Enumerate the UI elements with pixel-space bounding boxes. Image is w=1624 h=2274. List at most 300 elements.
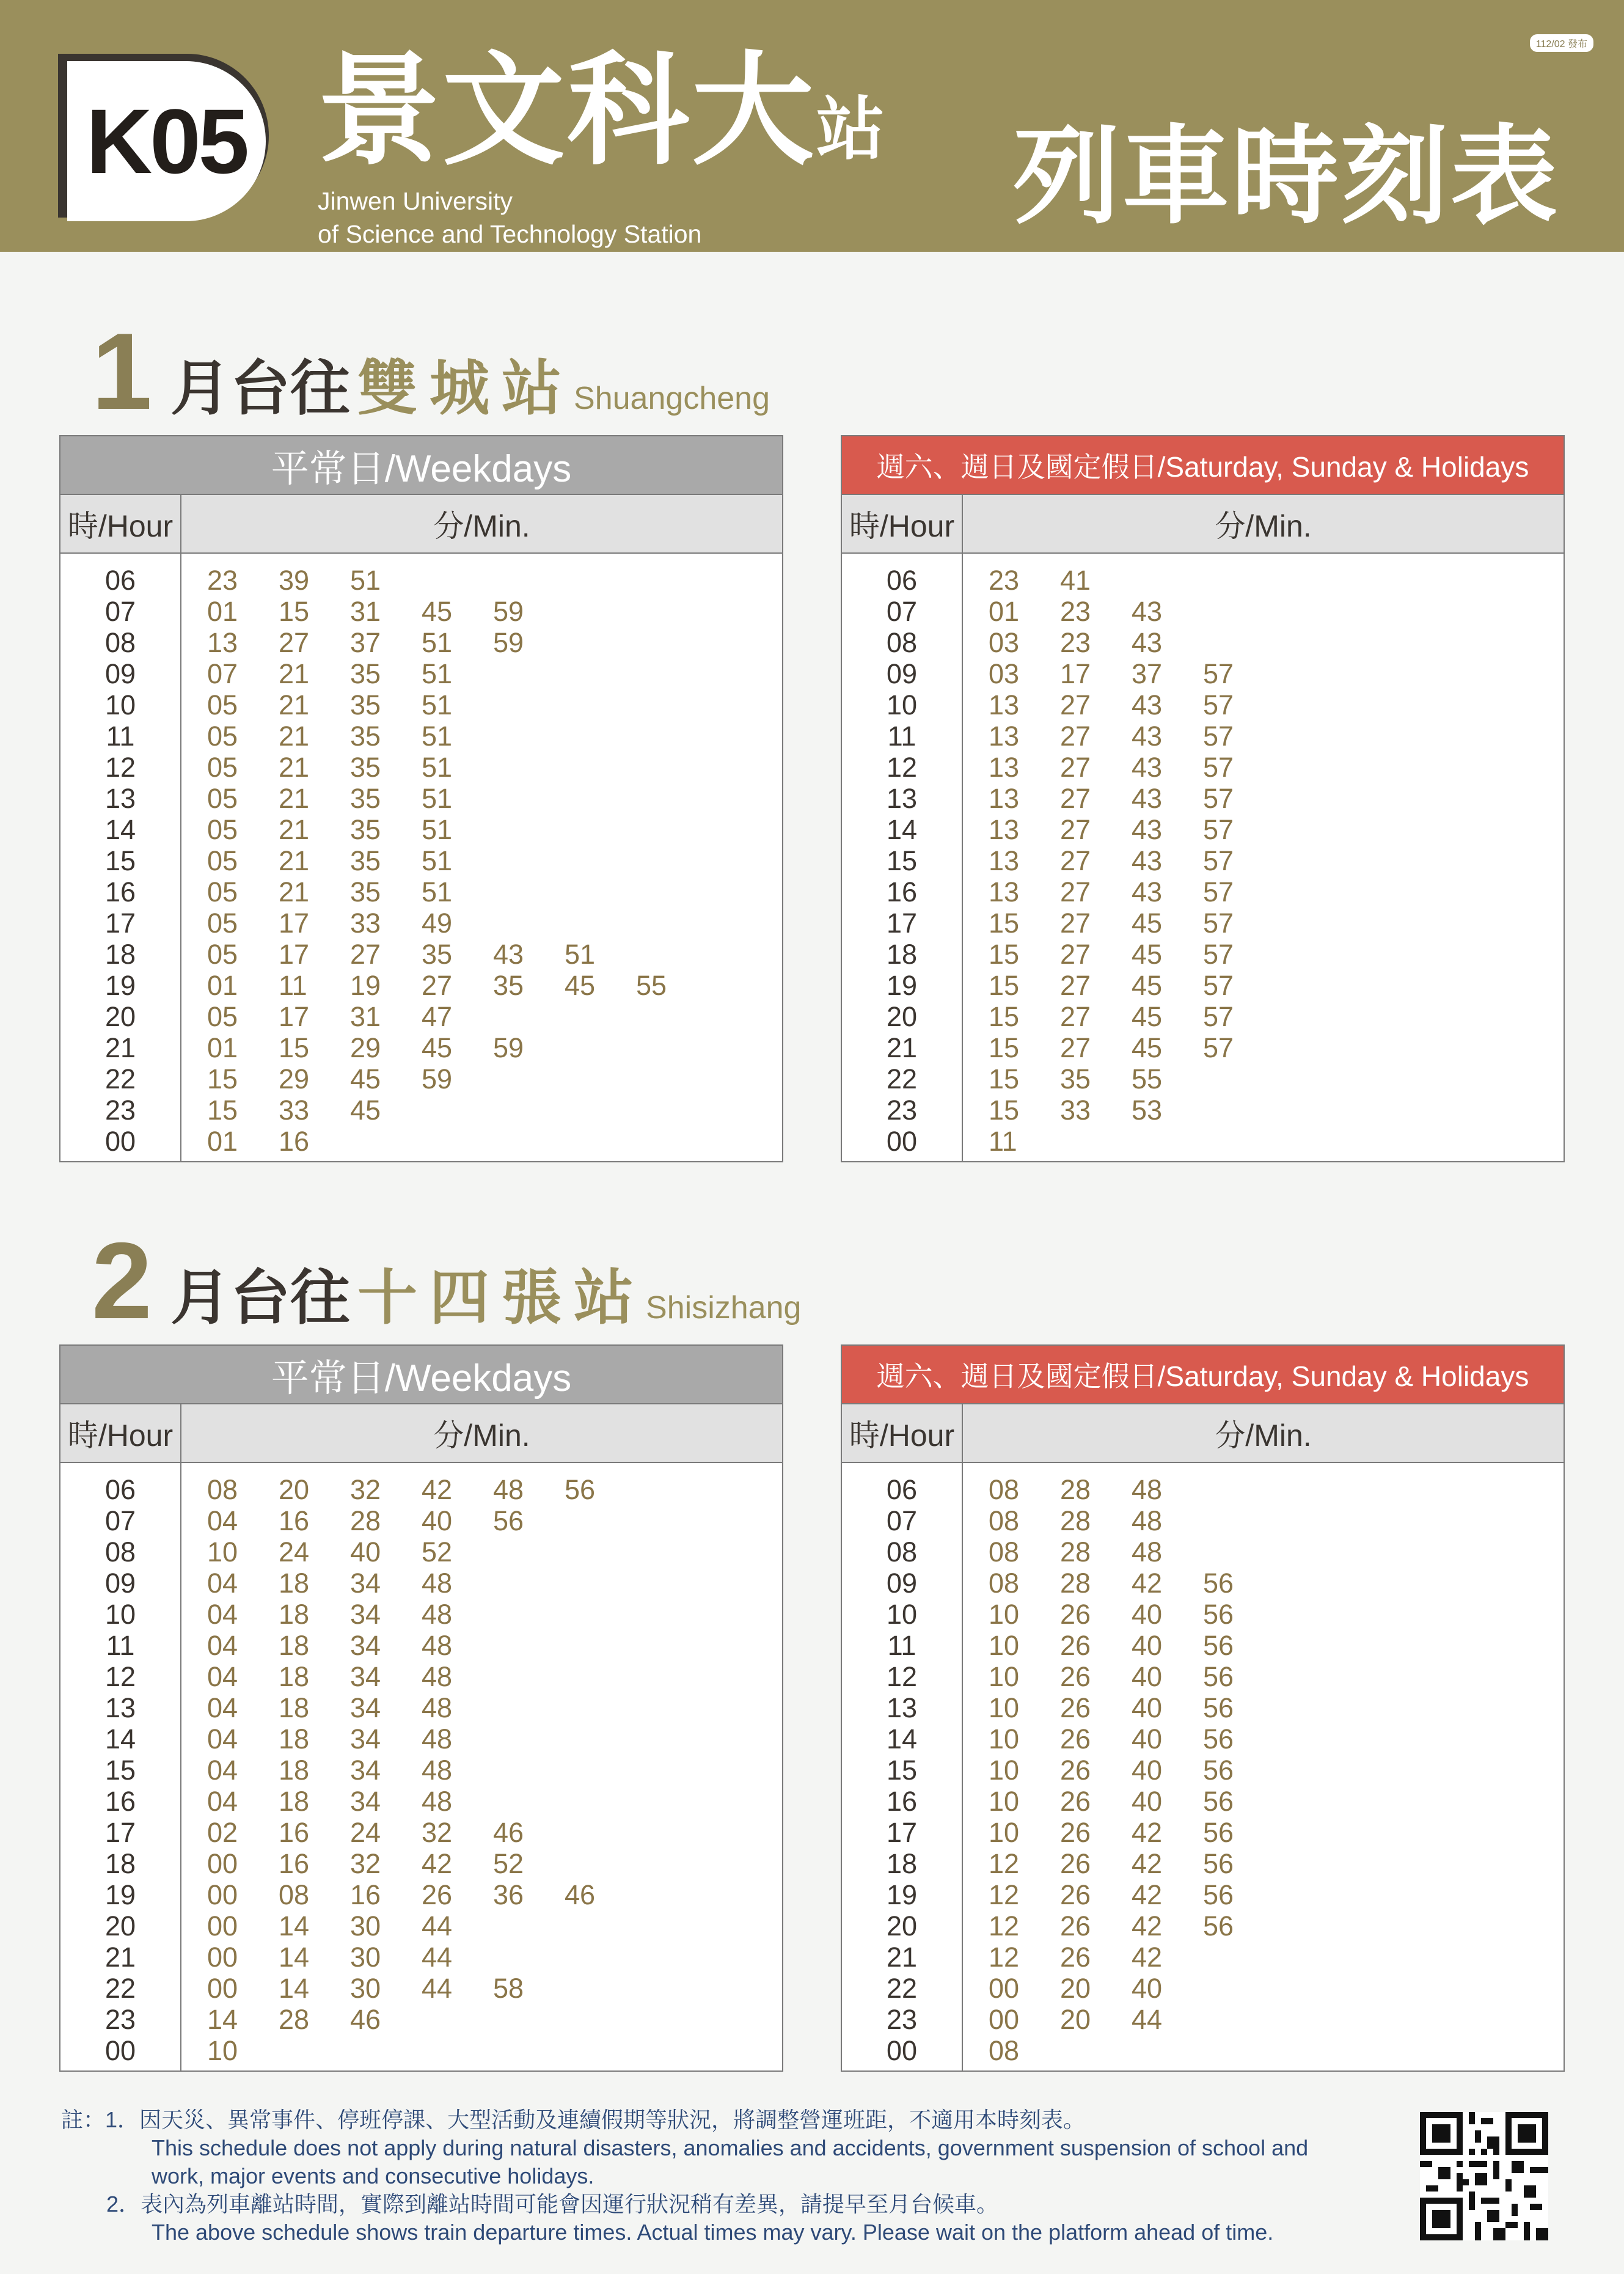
minute-value: 08 [989,1536,1020,1568]
minute-value: 44 [422,1910,453,1942]
note-1 [61,2106,1405,2134]
minute-value: 26 [1060,1817,1091,1848]
minute-value: 56 [1203,1817,1234,1848]
minute-value: 31 [350,1001,381,1032]
minutes-cell [180,814,493,845]
minute-value: 28 [279,2004,310,2035]
minute-value: 56 [1203,1630,1234,1661]
hour-cell: 13 [886,783,918,814]
minute-value: 28 [1060,1505,1091,1536]
minutes-cell [180,1001,493,1032]
hour-cell: 15 [886,1755,918,1786]
minute-value: 27 [279,627,310,658]
minute-value: 28 [1060,1474,1091,1505]
minute-value: 33 [1060,1095,1091,1126]
minute-value: 04 [207,1568,238,1599]
minute-value: 34 [350,1723,381,1755]
minute-value: 04 [207,1755,238,1786]
hour-cell: 20 [104,1910,136,1942]
minute-value: 10 [207,2035,238,2066]
hour-cell: 13 [886,1692,918,1723]
minute-value: 26 [1060,1786,1091,1817]
minute-value: 17 [279,908,310,939]
note-zh: 表內為列車離站時間，實際到離站時間可能會因運行狀況稍有差異，請提早至月台候車。 [141,2191,999,2217]
hour-cell: 14 [886,1723,918,1755]
timetable-p1-weekday [59,435,783,1162]
minute-value: 15 [279,596,310,627]
hour-cell: 00 [886,2035,918,2066]
minute-value: 14 [279,1942,310,1973]
minute-value: 14 [207,2004,238,2035]
minute-value: 05 [207,721,238,752]
hour-cell: 10 [104,689,136,721]
minute-value: 34 [350,1786,381,1817]
minute-value: 26 [1060,1723,1091,1755]
hour-cell: 07 [886,596,918,627]
schedule-row [60,908,708,939]
minute-value: 42 [1132,1879,1163,1910]
minute-value: 16 [279,1848,310,1879]
schedule-row [842,814,1275,845]
minutes-cell [180,939,636,970]
minute-value: 27 [1060,908,1091,939]
minute-value: 21 [279,783,310,814]
minute-value: 27 [1060,783,1091,814]
minute-value: 57 [1203,721,1234,752]
minute-value: 37 [1132,658,1163,689]
minute-value: 02 [207,1817,238,1848]
minute-value: 43 [1132,876,1163,908]
hour-cell: 22 [886,1063,918,1095]
hour-cell: 17 [104,908,136,939]
note-1-en-line2: work, major events and consecutive holidays. [152,2163,594,2188]
minutes-cell [180,1910,493,1942]
minute-value: 27 [1060,1032,1091,1063]
schedule-row [842,2004,1275,2035]
minutes-cell [962,1786,1275,1817]
hour-cell: 08 [104,1536,136,1568]
minutes-cell [180,1536,493,1568]
schedule-row [60,1910,636,1942]
schedule-row [60,1973,636,2004]
minutes-cell [962,1817,1275,1848]
hour-cell: 16 [104,1786,136,1817]
minute-value: 05 [207,845,238,876]
schedule-row [842,908,1275,939]
hour-cell: 10 [886,689,918,721]
minute-value: 39 [279,565,310,596]
minute-value: 14 [279,1973,310,2004]
minute-value: 35 [350,845,381,876]
header-banner [0,0,1624,252]
minute-value: 35 [493,970,524,1001]
minute-value: 59 [422,1063,453,1095]
hour-cell: 06 [104,565,136,596]
minute-value: 13 [989,721,1020,752]
minute-value: 35 [350,783,381,814]
minute-value: 24 [279,1536,310,1568]
minute-value: 28 [1060,1536,1091,1568]
minutes-cell [180,689,493,721]
minutes-cell [180,1942,493,1973]
note-zh: 因天災、異常事件、停班停課、大型活動及連續假期等狀況，將調整營運班距，不適用本時刻表。 [139,2107,1086,2132]
minute-value: 26 [1060,1630,1091,1661]
minutes-cell [180,1032,565,1063]
minute-value: 45 [422,596,453,627]
hour-cell: 18 [104,1848,136,1879]
hour-cell: 00 [886,1126,918,1157]
minute-value: 01 [989,596,1020,627]
minutes-cell [962,721,1275,752]
minutes-cell [180,565,422,596]
minute-value: 51 [422,627,453,658]
minute-value: 13 [989,876,1020,908]
minute-value: 40 [1132,1723,1163,1755]
hour-cell: 20 [104,1001,136,1032]
schedule-row [60,814,708,845]
platform-number: 2 [92,1220,152,1341]
hour-cell: 23 [104,2004,136,2035]
minute-value: 08 [989,1568,1020,1599]
table-body [842,552,1564,1161]
schedule-row [842,1001,1275,1032]
minute-value: 57 [1203,658,1234,689]
hour-cell: 18 [886,939,918,970]
schedule-row [60,1817,636,1848]
minutes-cell [962,1942,1203,1973]
minutes-cell [962,1474,1203,1505]
schedule-row [842,1910,1275,1942]
minutes-cell [962,970,1275,1001]
note-2-en-line1: The above schedule shows train departure times. Actual times may vary. Please wait on the platform ahead of time. [152,2220,1274,2245]
minutes-cell [962,689,1275,721]
minute-value: 29 [350,1032,381,1063]
minutes-cell [180,752,493,783]
destination-station: 雙城站 [357,354,574,422]
hour-cell: 07 [104,1505,136,1536]
hour-cell: 19 [104,1879,136,1910]
schedule-row [842,627,1275,658]
minute-value: 04 [207,1505,238,1536]
minute-value: 52 [493,1848,524,1879]
station-name-en-line1: Jinwen University [318,187,513,215]
schedule-row [842,1786,1275,1817]
hour-cell: 08 [886,627,918,658]
hour-cell: 16 [104,876,136,908]
table-body [842,1462,1564,2070]
footnotes [61,2106,1405,2246]
minute-value: 46 [350,2004,381,2035]
minute-value: 35 [422,939,453,970]
minute-value: 00 [207,1879,238,1910]
minute-value: 27 [350,939,381,970]
hour-cell: 21 [104,1032,136,1063]
minute-value: 43 [1132,627,1163,658]
minute-value: 15 [279,1032,310,1063]
minute-value: 30 [350,1910,381,1942]
minute-value: 00 [207,1942,238,1973]
minutes-cell [180,1505,565,1536]
minute-value: 57 [1203,1032,1234,1063]
minute-value: 27 [1060,721,1091,752]
hour-cell: 09 [104,1568,136,1599]
minutes-cell [962,1848,1275,1879]
minute-value: 18 [279,1723,310,1755]
minute-value: 26 [1060,1879,1091,1910]
minute-value: 51 [422,689,453,721]
platform-number: 1 [92,310,152,432]
minute-value: 13 [989,814,1020,845]
minute-value: 49 [422,908,453,939]
minute-value: 10 [989,1599,1020,1630]
minute-value: 26 [1060,1599,1091,1630]
minute-value: 48 [1132,1536,1163,1568]
minute-value: 05 [207,689,238,721]
schedule-row [60,1755,636,1786]
schedule-row [60,845,708,876]
minutes-cell [180,1692,493,1723]
minute-value: 27 [422,970,453,1001]
minute-value: 40 [350,1536,381,1568]
table-title: 平常日/Weekdays [60,1346,782,1403]
schedule-row [842,565,1275,596]
minutes-cell [962,1095,1203,1126]
minute-value: 59 [493,596,524,627]
minutes-cell [180,876,493,908]
minute-value: 57 [1203,814,1234,845]
minute-value: 48 [1132,1505,1163,1536]
minute-value: 56 [1203,1910,1234,1942]
minute-value: 46 [565,1879,596,1910]
minutes-cell [962,1599,1275,1630]
minute-value: 51 [422,658,453,689]
hour-cell: 17 [886,1817,918,1848]
minutes-cell [962,1879,1275,1910]
minute-value: 05 [207,876,238,908]
schedule-row [842,1126,1275,1157]
minute-value: 34 [350,1692,381,1723]
minute-value: 42 [422,1474,453,1505]
minute-value: 01 [207,596,238,627]
hour-cell: 19 [104,970,136,1001]
minute-value: 41 [1060,565,1091,596]
station-name-suffix: 站 [816,91,888,167]
hour-cell: 23 [886,1095,918,1126]
minutes-cell [180,1786,493,1817]
minute-value: 26 [1060,1755,1091,1786]
table-body [60,552,782,1161]
minute-value: 35 [350,658,381,689]
hour-cell: 13 [104,1692,136,1723]
station-name-en [318,185,701,251]
minute-value: 59 [493,627,524,658]
column-headers [60,1403,782,1463]
minute-value: 57 [1203,1001,1234,1032]
minute-value: 10 [989,1692,1020,1723]
minute-value: 56 [1203,1755,1234,1786]
hour-cell: 22 [104,1063,136,1095]
minute-value: 08 [989,1505,1020,1536]
schedule-row [60,1661,636,1692]
schedule-row [842,1095,1275,1126]
minutes-cell [180,658,493,689]
minute-value: 26 [1060,1942,1091,1973]
minutes-cell [180,1973,565,2004]
minute-value: 57 [1203,970,1234,1001]
minute-value: 42 [1132,1848,1163,1879]
platform-1-heading [92,309,770,434]
hour-cell: 00 [104,1126,136,1157]
station-code-badge: K05 [67,61,266,221]
table-title: 週六、週日及國定假日/Saturday, Sunday & Holidays [842,1346,1564,1403]
minute-value: 44 [1132,2004,1163,2035]
hour-cell: 18 [104,939,136,970]
schedule-row [842,1630,1275,1661]
minute-value: 43 [1132,752,1163,783]
minutes-cell [180,1848,565,1879]
minute-value: 21 [279,658,310,689]
minute-value: 48 [422,1630,453,1661]
minute-value: 21 [279,752,310,783]
schedule-row [842,1568,1275,1599]
minute-value: 21 [279,876,310,908]
note-number: 2． [106,2191,141,2217]
minute-header: 分/Min. [1215,509,1312,543]
hour-cell: 20 [886,1910,918,1942]
schedule-rows [60,1474,636,2066]
hour-cell: 13 [104,783,136,814]
minutes-cell [962,939,1275,970]
table-title: 週六、週日及國定假日/Saturday, Sunday & Holidays [842,436,1564,494]
hour-cell: 06 [886,565,918,596]
minute-value: 57 [1203,689,1234,721]
minute-value: 47 [422,1001,453,1032]
minute-value: 52 [422,1536,453,1568]
minute-value: 42 [1132,1817,1163,1848]
minute-value: 15 [989,939,1020,970]
hour-cell: 11 [887,721,916,752]
minute-value: 42 [1132,1568,1163,1599]
minute-value: 51 [422,876,453,908]
minutes-cell [180,2035,279,2066]
schedule-row [842,1474,1275,1505]
schedule-row [60,1630,636,1661]
minute-value: 56 [1203,1599,1234,1630]
minute-value: 13 [207,627,238,658]
minute-value: 00 [989,2004,1020,2035]
timetable-title: 列車時刻表 [1013,117,1560,237]
minute-value: 23 [1060,596,1091,627]
minute-value: 26 [1060,1910,1091,1942]
schedule-row [60,721,708,752]
minutes-cell [180,1474,636,1505]
minute-value: 05 [207,939,238,970]
hour-cell: 14 [886,814,918,845]
minute-value: 56 [1203,1692,1234,1723]
minute-value: 23 [207,565,238,596]
hour-cell: 12 [886,752,918,783]
minutes-cell [962,1001,1275,1032]
minute-value: 34 [350,1630,381,1661]
minute-value: 12 [989,1848,1020,1879]
schedule-row [60,1063,708,1095]
minute-value: 48 [493,1474,524,1505]
minutes-cell [962,2035,1060,2066]
minute-value: 45 [350,1095,381,1126]
platform-direction: 月台往 [170,354,351,422]
note-2 [61,2190,1405,2218]
qr-code-icon [1420,2112,1548,2240]
minute-value: 17 [279,939,310,970]
minute-value: 45 [350,1063,381,1095]
schedule-row [842,1536,1275,1568]
minutes-cell [962,1973,1203,2004]
minutes-cell [180,1599,493,1630]
minute-value: 00 [989,1973,1020,2004]
minute-value: 16 [279,1505,310,1536]
hour-cell: 15 [104,1755,136,1786]
schedule-row [60,1536,636,1568]
minute-value: 12 [989,1879,1020,1910]
minute-value: 27 [1060,845,1091,876]
minutes-cell [962,658,1275,689]
schedule-row [60,1505,636,1536]
minute-value: 57 [1203,752,1234,783]
hour-cell: 21 [886,1032,918,1063]
minute-value: 13 [989,752,1020,783]
hour-cell: 12 [886,1661,918,1692]
minute-value: 44 [422,1942,453,1973]
schedule-row [60,1879,636,1910]
minute-value: 17 [1060,658,1091,689]
minute-value: 27 [1060,876,1091,908]
qr-code[interactable] [1420,2112,1548,2240]
minute-value: 21 [279,721,310,752]
minutes-cell [962,1661,1275,1692]
minute-header: 分/Min. [1215,1418,1312,1453]
minutes-cell [180,970,708,1001]
timetable-p2-weekday [59,1344,783,2072]
minutes-cell [962,1723,1275,1755]
minute-value: 08 [279,1879,310,1910]
minute-value: 37 [350,627,381,658]
minutes-cell [962,627,1203,658]
minute-value: 15 [207,1095,238,1126]
schedule-row [60,1848,636,1879]
minute-value: 34 [350,1661,381,1692]
minutes-cell [180,783,493,814]
schedule-row [60,1001,708,1032]
minute-value: 40 [422,1505,453,1536]
minute-value: 56 [493,1505,524,1536]
minute-value: 16 [279,1126,310,1157]
minute-value: 04 [207,1723,238,1755]
hour-cell: 16 [886,1786,918,1817]
minute-value: 43 [1132,721,1163,752]
minutes-cell [180,1568,493,1599]
minute-value: 45 [422,1032,453,1063]
minute-value: 13 [989,783,1020,814]
minutes-cell [962,1692,1275,1723]
minute-value: 30 [350,1942,381,1973]
schedule-row [842,783,1275,814]
minutes-cell [962,876,1275,908]
minute-value: 48 [422,1599,453,1630]
issued-date: 112/02 發布 [1530,34,1593,52]
minutes-cell [962,2004,1203,2035]
schedule-row [842,845,1275,876]
minute-value: 05 [207,783,238,814]
